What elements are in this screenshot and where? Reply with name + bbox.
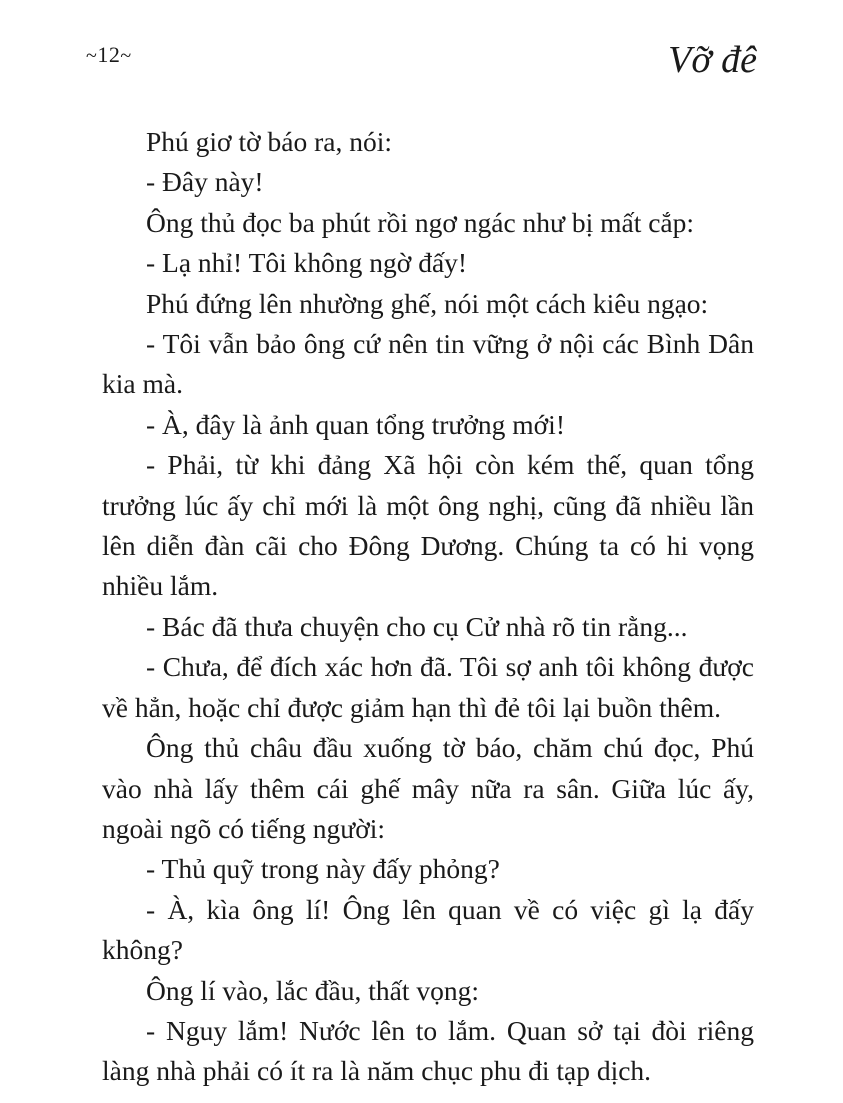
paragraph: Ông thủ đọc ba phút rồi ngơ ngác như bị mất cắp: [146, 206, 695, 238]
paragraph: - Nguy lắm! Nước lên to lắm. Quan sở tại đòi riêng làng nhà phải có ít ra là năm chục phu đi tạp dịch. [102, 1014, 754, 1087]
paragraph: - Chưa, để đích xác hơn đã. Tôi sợ anh tôi không được về hẳn, hoặc chỉ được giảm hạn thì đẻ tôi lại buồn thêm. [102, 651, 754, 723]
paragraph: Phú giơ tờ báo ra, nói: [146, 126, 393, 157]
paragraph: Ông thủ châu đầu xuống tờ báo, chăm chú đọc, Phú vào nhà lấy thêm cái ghế mây nữa ra sân. Giữa lúc ấy, ngoài ngõ có tiếng người: [102, 732, 754, 844]
paragraph: - À, kìa ông lí! Ông lên quan về có việc gì lạ đấy không? [102, 893, 754, 966]
paragraph: Ông lí vào, lắc đầu, thất vọng: [146, 974, 479, 1006]
paragraph: - Phải, từ khi đảng Xã hội còn kém thế, quan tổng trưởng lúc ấy chỉ mới là một ông nghị, cũng đã nhiều lần lên diễn đàn cãi cho Đông Dương. Chúng ta có hi vọng nhiều lắm. [102, 449, 754, 602]
page-number-text: 12 [97, 42, 121, 67]
paragraph: - Tôi vẫn bảo ông cứ nên tin vững ở nội các Bình Dân kia mà. [102, 328, 754, 400]
book-title: Vỡ đê [668, 39, 757, 81]
paragraph: Phú đứng lên nhường ghế, nói một cách kiêu ngạo: [146, 287, 709, 319]
tilde-right-ornament: ~ [120, 44, 132, 67]
tilde-left-ornament: ~ [86, 44, 98, 67]
paragraph: - À, đây là ảnh quan tổng trưởng mới! [146, 408, 565, 440]
page-number [86, 42, 132, 68]
page-header [86, 38, 757, 88]
paragraph: - Thủ quỹ trong này đấy phỏng? [146, 853, 500, 885]
paragraph: - Đây này! [146, 166, 264, 198]
paragraph: - Lạ nhỉ! Tôi không ngờ đấy! [146, 247, 468, 279]
body-text [102, 122, 754, 1092]
paragraph: - Bác đã thưa chuyện cho cụ Cử nhà rõ tin rằng... [146, 610, 688, 642]
